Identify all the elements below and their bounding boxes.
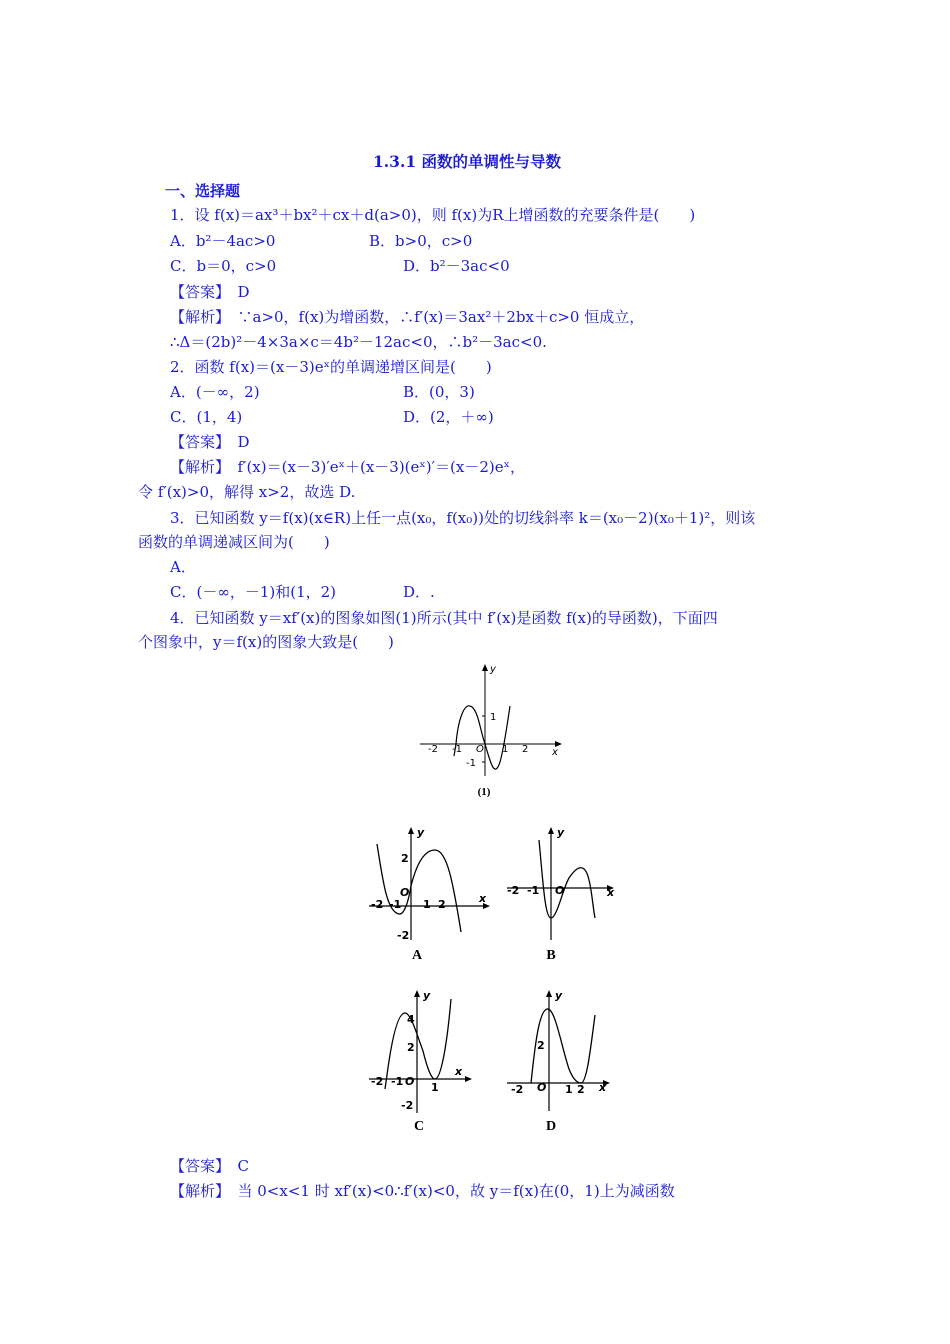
q3-stem-2: 函数的单调递减区间为( ) [138, 533, 330, 551]
svg-text:y: y [423, 989, 431, 1002]
svg-text:-1: -1 [391, 1075, 404, 1088]
q1-option-c: C．b＝0，c>0 [170, 257, 277, 275]
svg-text:-2: -2 [428, 744, 438, 755]
q2-analysis-2: 令 f′(x)>0，解得 x>2，故选 D. [138, 483, 356, 501]
svg-text:y: y [417, 826, 425, 839]
q2-stem: 2．函数 f(x)＝(x－3)eˣ的单调递增区间是( ) [170, 358, 492, 376]
svg-text:2: 2 [401, 852, 409, 865]
q1-option-b: B．b>0，c>0 [369, 232, 473, 250]
q3-option-d: D．. [403, 583, 435, 601]
svg-text:-2: -2 [397, 929, 410, 942]
q1-analysis-2: ∴Δ＝(2b)²－4×3a×c＝4b²－12ac<0，∴b²－3ac<0. [170, 333, 547, 351]
svg-text:O: O [537, 1081, 547, 1094]
figure-c [365, 985, 495, 1140]
q2-answer: 【答案】 D [170, 433, 250, 451]
svg-text:O: O [476, 744, 484, 755]
section-heading: 一、选择题 [165, 182, 241, 200]
svg-text:x: x [455, 1065, 463, 1078]
svg-text:2: 2 [577, 1083, 585, 1096]
figure-b [503, 822, 623, 972]
svg-text:-1: -1 [527, 884, 540, 897]
figure-d-caption: D [545, 1119, 557, 1134]
q1-option-a: A．b²－4ac>0 [170, 232, 276, 250]
svg-text:-2: -2 [371, 898, 384, 911]
svg-text:2: 2 [438, 898, 446, 911]
svg-text:1: 1 [423, 898, 431, 911]
svg-text:1: 1 [502, 744, 509, 755]
svg-text:-1: -1 [452, 744, 462, 755]
figure-a-graph [365, 822, 495, 942]
q2-option-a: A．(－∞，2) [170, 383, 260, 401]
q4-analysis: 【解析】 当 0<x<1 时 xf′(x)<0∴f′(x)<0，故 y＝f(x)在(0，1)上为减函数 [170, 1182, 675, 1200]
figure-a [365, 822, 495, 972]
figure-1-graph [412, 660, 572, 780]
svg-text:x: x [479, 892, 487, 905]
q1-analysis-1: 【解析】 ∵a>0，f(x)为增函数，∴f′(x)＝3ax²＋2bx＋c>0 恒成立， [170, 308, 645, 326]
svg-text:4: 4 [407, 1013, 415, 1026]
figure-a-caption: A [411, 948, 423, 963]
page-title: 1.3.1 函数的单调性与导数 [373, 152, 562, 171]
figure-d-graph [503, 985, 623, 1115]
figure-b-caption: B [546, 948, 556, 963]
figure-1-caption: (1) [477, 786, 491, 798]
svg-text:-2: -2 [401, 1099, 414, 1112]
svg-text:O: O [405, 1075, 415, 1088]
q1-option-d: D．b²－3ac<0 [403, 257, 510, 275]
q4-answer: 【答案】 C [170, 1157, 249, 1175]
q3-stem-1: 3．已知函数 y＝f(x)(x∈R)上任一点(x₀，f(x₀))处的切线斜率 k＝(x₀－2)(x₀＋1)²，则该 [170, 509, 756, 527]
q2-option-c: C．(1，4) [170, 408, 243, 426]
svg-text:x: x [599, 1081, 607, 1094]
figure-1 [412, 660, 572, 798]
svg-text:2: 2 [522, 744, 529, 755]
figure-c-graph [365, 985, 495, 1115]
svg-text:y: y [555, 989, 563, 1002]
svg-text:-2: -2 [507, 884, 520, 897]
svg-text:-2: -2 [511, 1083, 524, 1096]
q1-answer: 【答案】 D [170, 283, 250, 301]
figure-d [503, 985, 623, 1140]
svg-text:-1: -1 [466, 758, 476, 769]
svg-text:x: x [607, 886, 615, 899]
svg-text:O: O [400, 886, 410, 899]
q4-stem-2: 个图象中，y＝f(x)的图象大致是( ) [138, 633, 394, 651]
q2-option-b: B．(0，3) [403, 383, 475, 401]
svg-text:1: 1 [490, 712, 497, 723]
svg-text:1: 1 [431, 1081, 439, 1094]
q1-stem: 1．设 f(x)＝ax³＋bx²＋cx＋d(a>0)，则 f(x)为R上增函数的充要条件是( ) [170, 206, 696, 224]
svg-text:O: O [555, 884, 565, 897]
svg-text:1: 1 [565, 1083, 573, 1096]
q4-stem-1: 4．已知函数 y＝xf′(x)的图象如图(1)所示(其中 f′(x)是函数 f(x)的导函数)，下面四 [170, 609, 718, 627]
svg-text:x: x [552, 747, 558, 758]
svg-text:2: 2 [407, 1041, 415, 1054]
svg-text:-2: -2 [371, 1075, 384, 1088]
svg-text:-1: -1 [389, 898, 402, 911]
q2-analysis-1: 【解析】 f′(x)＝(x－3)′eˣ＋(x－3)(eˣ)′＝(x－2)eˣ， [170, 458, 525, 476]
svg-text:y: y [557, 826, 565, 839]
svg-text:y: y [490, 664, 496, 675]
svg-text:2: 2 [537, 1039, 545, 1052]
figure-b-graph [503, 822, 623, 942]
q3-option-c: C．(－∞，－1)和(1，2) [170, 583, 337, 601]
figure-c-caption: C [413, 1119, 425, 1134]
q3-option-a: A． [170, 558, 196, 576]
q2-option-d: D．(2，＋∞) [403, 408, 494, 426]
